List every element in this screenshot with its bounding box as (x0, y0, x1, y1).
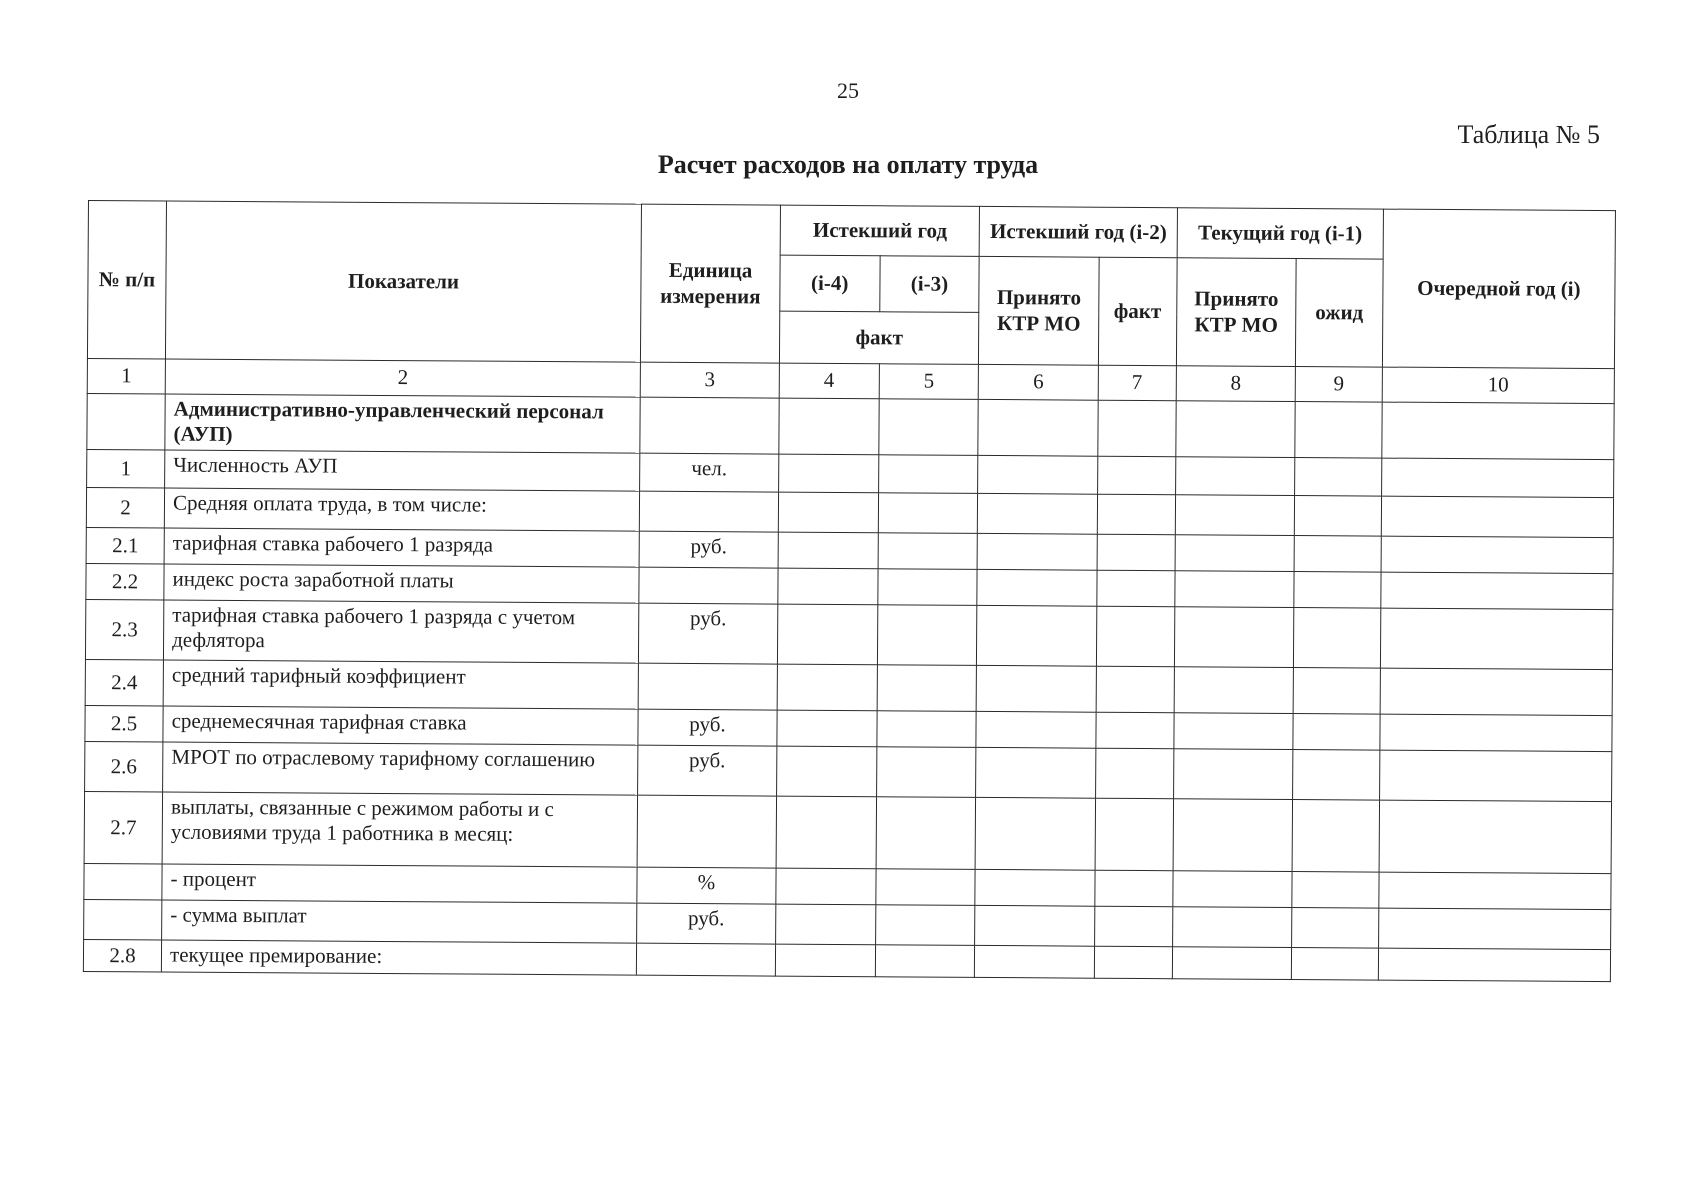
row-indicator: МРОТ по отраслевому тарифному соглашению (163, 742, 638, 795)
header-i4: (i-4) (780, 255, 880, 312)
value-cell (878, 455, 978, 494)
value-cell (776, 868, 876, 905)
row-unit (640, 397, 779, 454)
value-cell (1174, 607, 1294, 668)
header-accepted-ktr-2: Принято КТР МО (1176, 258, 1296, 367)
row-unit: руб. (638, 709, 777, 746)
value-cell (775, 944, 875, 977)
value-cell (1174, 667, 1294, 714)
header-expected: ожид (1296, 259, 1383, 368)
value-cell (776, 796, 876, 869)
value-cell (876, 747, 976, 798)
value-cell (1174, 713, 1294, 750)
column-number: 6 (979, 364, 1099, 400)
row-indicator: среднемесячная тарифная ставка (163, 706, 638, 745)
header-num: № п/п (87, 201, 166, 360)
value-cell (777, 664, 877, 711)
row-number: 1 (87, 449, 165, 488)
value-cell (1175, 495, 1295, 536)
row-indicator: средний тарифный коэффициент (163, 660, 638, 709)
value-cell (1172, 947, 1291, 980)
row-indicator: выплаты, связанные с режимом работы и с условиями труда 1 работника в месяц: (162, 792, 637, 867)
header-fact-2: факт (1098, 257, 1177, 366)
value-cell (975, 869, 1095, 906)
value-cell (1379, 800, 1612, 874)
page-number: 25 (837, 78, 859, 103)
value-cell (875, 945, 975, 978)
row-indicator: Средняя оплата труда, в том числе: (164, 488, 639, 531)
value-cell (875, 905, 975, 946)
value-cell (978, 399, 1098, 456)
column-number: 7 (1098, 365, 1176, 401)
row-number: 2.5 (85, 705, 163, 742)
value-cell (978, 455, 1098, 494)
value-cell (1293, 714, 1380, 751)
row-unit (637, 795, 776, 868)
header-expired-year-i2: Истекший год (i-2) (980, 206, 1178, 257)
value-cell (1173, 799, 1293, 872)
column-number: 2 (165, 359, 640, 397)
value-cell (977, 665, 1097, 712)
value-cell (1097, 494, 1175, 535)
value-cell (1096, 606, 1174, 667)
value-cell (777, 604, 877, 665)
value-cell (977, 569, 1097, 606)
row-unit (638, 663, 777, 710)
value-cell (1172, 907, 1292, 948)
row-unit: % (637, 867, 776, 904)
value-cell (975, 905, 1095, 946)
row-indicator: - процент (162, 864, 637, 903)
value-cell (1378, 908, 1610, 950)
header-unit: Единица измерения (641, 204, 781, 363)
row-indicator: индекс роста заработной платы (164, 564, 639, 603)
header-indicators: Показатели (166, 201, 642, 362)
value-cell (1292, 872, 1379, 909)
value-cell (1381, 536, 1613, 574)
row-indicator: - сумма выплат (162, 900, 637, 943)
value-cell (1096, 666, 1174, 713)
table-label: Таблица № 5 (1457, 120, 1600, 149)
value-cell (1378, 948, 1610, 982)
row-unit (639, 567, 778, 604)
value-cell (1094, 946, 1172, 979)
value-cell (1380, 608, 1613, 670)
value-cell (1173, 871, 1293, 908)
header-next-year: Очередной год (i) (1382, 209, 1615, 369)
wage-calculation-table (83, 200, 1616, 982)
row-number: 2 (86, 487, 164, 528)
value-cell (978, 493, 1098, 534)
value-cell (1294, 536, 1381, 573)
value-cell (975, 945, 1094, 978)
value-cell (976, 747, 1096, 798)
value-cell (1097, 456, 1175, 495)
value-cell (877, 605, 977, 666)
value-cell (1381, 458, 1613, 498)
column-number: 4 (779, 363, 879, 399)
value-cell (1294, 496, 1381, 537)
value-cell (978, 533, 1098, 570)
table-row (87, 393, 1614, 459)
row-indicator: текущее премирование: (161, 940, 636, 975)
value-cell (877, 711, 977, 748)
value-cell (776, 746, 876, 797)
header-expired-year: Истекший год (780, 205, 980, 256)
row-number: 2.7 (84, 791, 163, 864)
header-fact: факт (779, 311, 979, 364)
value-cell (775, 904, 875, 945)
value-cell (877, 665, 977, 712)
value-cell (778, 492, 878, 533)
value-cell (778, 568, 878, 605)
value-cell (1379, 750, 1611, 802)
value-cell (1173, 749, 1293, 800)
value-cell (977, 605, 1097, 666)
value-cell (877, 569, 977, 606)
value-cell (1292, 800, 1379, 873)
row-number: 2.1 (86, 527, 164, 564)
document-title: Расчет расходов на оплату труда (657, 150, 1039, 179)
value-cell (1379, 872, 1611, 910)
value-cell (976, 711, 1096, 748)
column-number: 8 (1176, 366, 1296, 402)
value-cell (876, 797, 976, 870)
row-number: 2.4 (85, 659, 163, 706)
value-cell (1096, 712, 1174, 749)
value-cell (1291, 947, 1378, 980)
row-unit: руб. (639, 531, 778, 568)
value-cell (777, 710, 877, 747)
row-unit: чел. (640, 453, 779, 492)
row-indicator: тарифная ставка рабочего 1 разряда (164, 528, 639, 567)
header-accepted-ktr-1: Принято КТР МО (979, 256, 1099, 365)
column-number: 10 (1382, 367, 1614, 404)
row-number (87, 393, 165, 450)
row-number (84, 863, 162, 900)
row-unit: руб. (639, 603, 778, 664)
value-cell (875, 869, 975, 906)
row-unit: руб. (638, 745, 777, 796)
value-cell (1380, 668, 1612, 716)
value-cell (1292, 908, 1379, 949)
value-cell (1381, 572, 1613, 610)
value-cell (1380, 714, 1612, 752)
value-cell (1175, 457, 1295, 496)
column-number: 9 (1295, 367, 1382, 403)
value-cell (1097, 534, 1175, 571)
value-cell (1294, 572, 1381, 609)
value-cell (778, 454, 878, 493)
value-cell (1381, 496, 1613, 538)
value-cell (1295, 402, 1382, 459)
row-number: 2.3 (85, 599, 163, 660)
value-cell (1097, 570, 1175, 607)
row-number: 2.8 (83, 939, 161, 972)
table-row (84, 791, 1611, 873)
table-row (85, 599, 1612, 669)
value-cell (1294, 608, 1381, 669)
value-cell (878, 493, 978, 534)
value-cell (1293, 668, 1380, 715)
row-unit (636, 943, 775, 976)
row-number: 2.2 (86, 563, 164, 600)
value-cell (1175, 535, 1295, 572)
value-cell (878, 533, 978, 570)
column-number: 5 (879, 364, 979, 400)
value-cell (1382, 402, 1615, 460)
header-current-year-i1: Текущий год (i-1) (1177, 208, 1383, 259)
row-indicator: Численность АУП (165, 450, 640, 491)
table-body (83, 393, 1614, 981)
row-number (84, 899, 162, 940)
row-number: 2.6 (85, 741, 163, 792)
table-header (87, 201, 1615, 404)
value-cell (1098, 400, 1176, 457)
row-unit: руб. (637, 903, 776, 944)
value-cell (878, 399, 978, 456)
value-cell (1095, 798, 1174, 871)
column-number: 3 (640, 362, 779, 398)
header-i3: (i-3) (879, 256, 979, 313)
row-indicator: Административно-управленческий персонал (АУП) (165, 394, 640, 453)
row-unit (639, 491, 778, 532)
value-cell (1176, 401, 1296, 458)
column-number: 1 (87, 358, 165, 394)
value-cell (1295, 458, 1382, 497)
value-cell (1175, 571, 1295, 608)
value-cell (779, 398, 879, 455)
value-cell (1094, 906, 1172, 947)
value-cell (1293, 750, 1380, 801)
value-cell (1095, 870, 1173, 907)
value-cell (1095, 748, 1173, 799)
row-indicator: тарифная ставка рабочего 1 разряда с учетом дефлятора (164, 600, 639, 663)
value-cell (976, 797, 1096, 870)
value-cell (778, 532, 878, 569)
